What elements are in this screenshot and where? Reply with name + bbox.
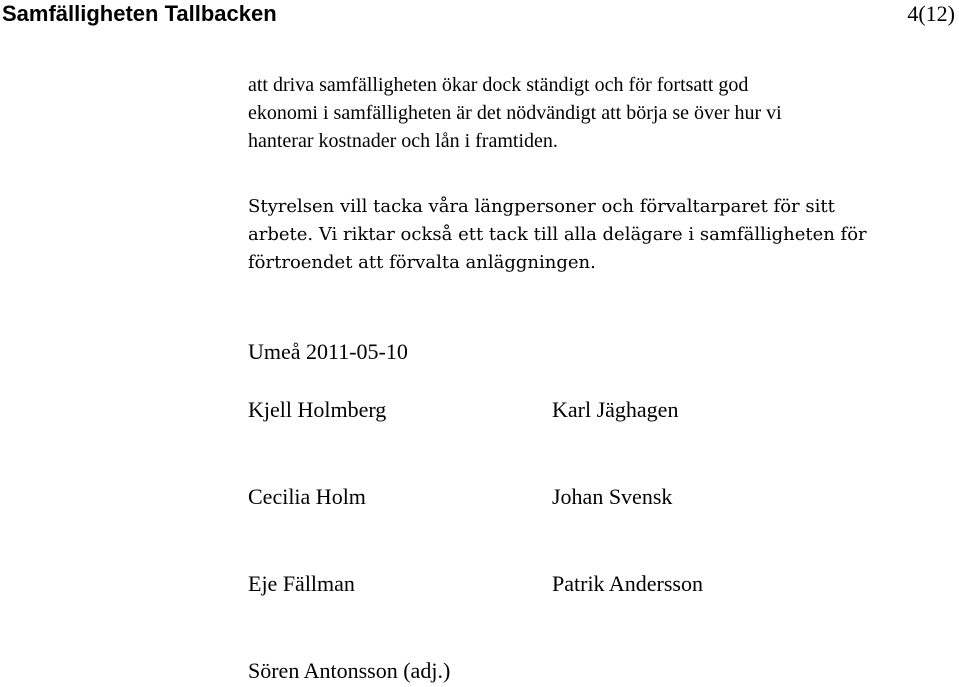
document-title: Samfälligheten Tallbacken — [2, 1, 277, 26]
paragraph-economy — [248, 71, 948, 155]
paragraph-line: förtroendet att förvalta anläggningen. — [248, 252, 596, 273]
signature-name: Sören Antonsson (adj.) — [248, 658, 451, 683]
paragraph-thanks — [248, 193, 948, 277]
paragraph-line: hanterar kostnader och lån i framtiden. — [248, 130, 558, 152]
signature-name: Kjell Holmberg — [248, 397, 387, 422]
paragraph-line: ekonomi i samfälligheten är det nödvändigt att börja se över hur vi — [248, 102, 782, 124]
page-number: 4(12) — [907, 1, 955, 26]
paragraph-line: arbete. Vi riktar också ett tack till alla delägare i samfälligheten för — [248, 224, 867, 245]
signature-name: Cecilia Holm — [248, 484, 366, 509]
signature-name: Johan Svensk — [552, 484, 673, 509]
place-and-date: Umeå 2011-05-10 — [248, 339, 408, 364]
signature-name: Karl Jäghagen — [552, 397, 679, 422]
paragraph-line: Styrelsen vill tacka våra längpersoner och förvaltarparet för sitt — [248, 196, 835, 217]
paragraph-line: att driva samfälligheten ökar dock ständigt och för fortsatt god — [248, 74, 749, 96]
signature-name: Patrik Andersson — [552, 571, 703, 596]
signature-name: Eje Fällman — [248, 571, 355, 596]
